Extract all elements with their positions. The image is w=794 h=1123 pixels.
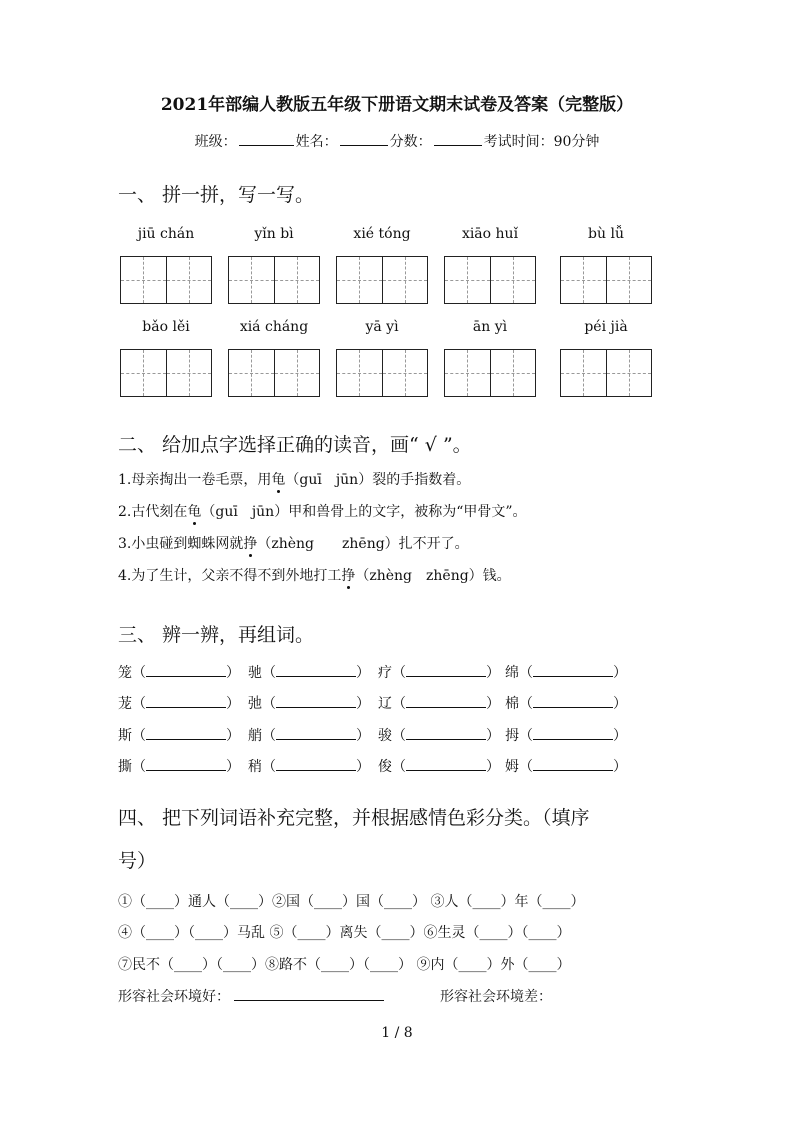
word-group-item — [248, 756, 370, 776]
right-paren: ） — [356, 665, 370, 681]
answer-blank[interactable] — [146, 758, 226, 771]
pinyin-choice[interactable]: （guī jūn）裂的手指数着。 — [285, 472, 471, 488]
character: 俊 — [378, 759, 392, 775]
pinyin-choice[interactable]: （zhèng zhēng）钱。 — [355, 568, 511, 584]
answer-blank[interactable] — [533, 758, 613, 771]
right-paren: ） — [226, 665, 240, 681]
right-paren: ） — [613, 696, 627, 712]
left-paren: （ — [519, 665, 533, 681]
pinyin-choice[interactable]: （guī jūn）甲和兽骨上的文字，被称为“甲骨文”。 — [201, 504, 527, 520]
tianzige-box[interactable] — [444, 349, 536, 397]
right-paren: ） — [613, 759, 627, 775]
idiom-row[interactable]: ④（____）（____）马乱 ⑤（____）离失（____）⑥生灵（____）（____） — [118, 925, 571, 941]
character: 艄 — [248, 728, 262, 744]
left-paren: （ — [392, 696, 406, 712]
character: 棉 — [505, 696, 519, 712]
good-env-blank[interactable] — [234, 988, 384, 1001]
pinyin-label: xiá cháng — [239, 319, 309, 335]
pinyin-label: bǎo lěi — [142, 319, 190, 335]
answer-blank[interactable] — [146, 695, 226, 708]
word-group-item — [505, 725, 627, 745]
class-label: 班级： — [194, 134, 237, 150]
pinyin-label: péi jià — [584, 319, 628, 335]
good-env-row — [118, 986, 384, 1006]
answer-blank[interactable] — [406, 695, 486, 708]
answer-blank[interactable] — [276, 695, 356, 708]
section-4-heading: 四、 把下列词语补充完整，并根据感情色彩分类。（填序 — [118, 807, 590, 829]
section-1-heading: 一、 拼一拼，写一写。 — [118, 184, 315, 206]
left-paren: （ — [262, 728, 276, 744]
left-paren: （ — [519, 728, 533, 744]
character: 撕 — [118, 759, 132, 775]
character: 稍 — [248, 759, 262, 775]
pinyin-label: xié tóng — [353, 226, 411, 242]
right-paren: ） — [356, 759, 370, 775]
word-group-item — [505, 756, 627, 776]
tianzige-box[interactable] — [560, 256, 652, 304]
right-paren: ） — [356, 696, 370, 712]
left-paren: （ — [132, 759, 146, 775]
character: 辽 — [378, 696, 392, 712]
right-paren: ） — [226, 728, 240, 744]
idiom-row[interactable]: ⑦民不（____）（____）⑧路不（____）（____） ⑨内（____）外（____） — [118, 957, 571, 973]
left-paren: （ — [519, 696, 533, 712]
tianzige-box[interactable] — [228, 349, 320, 397]
word-group-item — [118, 756, 240, 776]
answer-blank[interactable] — [533, 695, 613, 708]
question-line: 4.为了生计，父亲不得不到外地打工挣（zhèng zhēng）钱。 — [118, 565, 511, 585]
left-paren: （ — [392, 665, 406, 681]
section-2-heading: 二、 给加点字选择正确的读音，画“ √ ”。 — [118, 434, 472, 456]
answer-blank[interactable] — [146, 727, 226, 740]
left-paren: （ — [262, 696, 276, 712]
word-group-item — [248, 725, 370, 745]
tianzige-box[interactable] — [120, 256, 212, 304]
section-3-heading: 三、 辨一辨，再组词。 — [118, 624, 315, 646]
word-group-item — [378, 693, 500, 713]
answer-blank[interactable] — [276, 758, 356, 771]
right-paren: ） — [356, 728, 370, 744]
dotted-char: 挣 — [341, 565, 355, 585]
pinyin-label: yā yì — [365, 319, 399, 335]
page-title: 2021年部编人教版五年级下册语文期末试卷及答案（完整版） — [160, 95, 634, 115]
character: 骏 — [378, 728, 392, 744]
answer-blank[interactable] — [406, 664, 486, 677]
left-paren: （ — [132, 665, 146, 681]
answer-blank[interactable] — [276, 727, 356, 740]
pinyin-label: bù lǚ — [588, 226, 624, 242]
character: 疗 — [378, 665, 392, 681]
word-group-item — [248, 662, 370, 682]
word-group-item — [118, 725, 240, 745]
right-paren: ） — [226, 759, 240, 775]
right-paren: ） — [486, 696, 500, 712]
answer-blank[interactable] — [146, 664, 226, 677]
word-group-item — [378, 662, 500, 682]
bad-env-label: 形容社会环境差： — [440, 989, 552, 1005]
dotted-char: 龟 — [187, 501, 201, 521]
right-paren: ） — [613, 665, 627, 681]
left-paren: （ — [392, 728, 406, 744]
answer-blank[interactable] — [406, 727, 486, 740]
pinyin-label: ān yì — [472, 319, 508, 335]
name-blank[interactable] — [340, 131, 388, 146]
word-group-item — [505, 693, 627, 713]
character: 笼 — [118, 665, 132, 681]
pinyin-label: jiū chán — [137, 226, 195, 242]
page-number: 1 / 8 — [381, 1025, 413, 1041]
pinyin-label: yǐn bì — [254, 226, 294, 242]
right-paren: ） — [486, 665, 500, 681]
word-group-item — [118, 693, 240, 713]
word-group-item — [248, 693, 370, 713]
character: 绵 — [505, 665, 519, 681]
name-label: 姓名： — [295, 134, 338, 150]
left-paren: （ — [132, 696, 146, 712]
character: 拇 — [505, 728, 519, 744]
section-4-heading-cont: 号） — [118, 850, 157, 872]
right-paren: ） — [486, 728, 500, 744]
answer-blank[interactable] — [406, 758, 486, 771]
dotted-char: 龟 — [271, 469, 285, 489]
answer-blank[interactable] — [533, 664, 613, 677]
character: 姆 — [505, 759, 519, 775]
class-blank[interactable] — [239, 131, 294, 146]
question-line: 2.古代刻在龟（guī jūn）甲和兽骨上的文字，被称为“甲骨文”。 — [118, 501, 527, 521]
time-label: 考试时间：90分钟 — [483, 134, 600, 150]
character: 驰 — [248, 665, 262, 681]
left-paren: （ — [392, 759, 406, 775]
character: 斯 — [118, 728, 132, 744]
character: 茏 — [118, 696, 132, 712]
tianzige-box[interactable] — [560, 349, 652, 397]
word-group-item — [378, 725, 500, 745]
question-line: 3.小虫碰到蜘蛛网就挣（zhèng zhēng）扎不开了。 — [118, 533, 469, 553]
tianzige-box[interactable] — [120, 349, 212, 397]
answer-blank[interactable] — [533, 727, 613, 740]
left-paren: （ — [262, 665, 276, 681]
word-group-item — [505, 662, 627, 682]
tianzige-box[interactable] — [444, 256, 536, 304]
question-line: 1.母亲掏出一卷毛票，用龟（guī jūn）裂的手指数着。 — [118, 469, 470, 489]
score-blank[interactable] — [434, 131, 482, 146]
left-paren: （ — [132, 728, 146, 744]
exam-info — [0, 131, 794, 151]
idiom-row[interactable]: ①（____）通人（____）②国（____）国（____） ③人（____）年（____） — [118, 894, 585, 910]
pinyin-label: xiāo huǐ — [461, 226, 519, 242]
right-paren: ） — [226, 696, 240, 712]
score-label: 分数： — [389, 134, 432, 150]
right-paren: ） — [486, 759, 500, 775]
word-group-item — [118, 662, 240, 682]
dotted-char: 挣 — [243, 533, 257, 553]
answer-blank[interactable] — [276, 664, 356, 677]
good-env-label: 形容社会环境好： — [118, 989, 230, 1005]
left-paren: （ — [519, 759, 533, 775]
tianzige-box[interactable] — [336, 349, 428, 397]
tianzige-box[interactable] — [336, 256, 428, 304]
word-group-item — [378, 756, 500, 776]
pinyin-choice[interactable]: （zhèng zhēng）扎不开了。 — [257, 536, 469, 552]
right-paren: ） — [613, 728, 627, 744]
character: 弛 — [248, 696, 262, 712]
tianzige-box[interactable] — [228, 256, 320, 304]
left-paren: （ — [262, 759, 276, 775]
